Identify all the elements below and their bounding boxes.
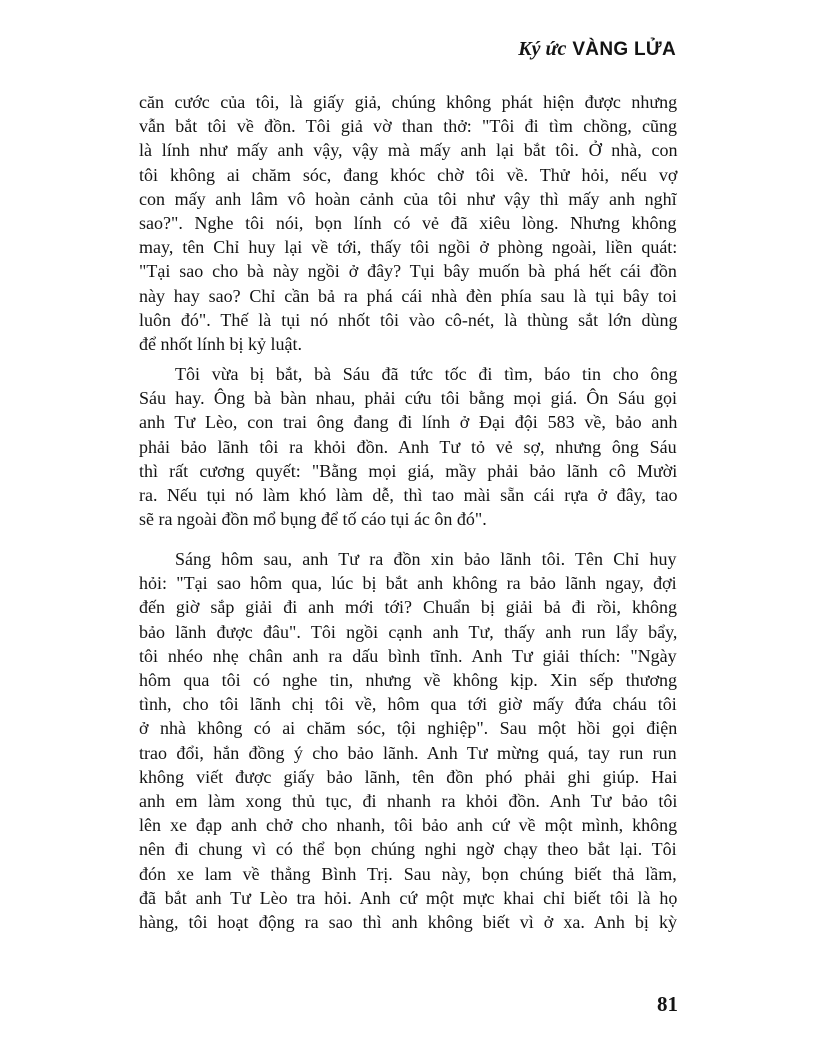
header-title-bold: VÀNG LỬA [572, 39, 676, 60]
text-line: sao?". Nghe tôi nói, bọn lính có vẻ đã xiêu lòng. Nhưng không [139, 213, 677, 234]
text-line: thì rất cương quyết: "Bằng mọi giá, mầy phải bảo lãnh cô Mười [139, 460, 678, 481]
text-line: hôm qua tôi có nghe tin, nhưng về không kịp. Xin sếp thương [139, 670, 677, 691]
text-line: may, tên Chỉ huy lại về tới, thấy tôi ngồi ở phòng ngoài, liền quát: [139, 237, 678, 258]
text-line: luôn đó". Thế là tụi nó nhốt tôi vào cô-nét, là thùng sắt lớn dùng [139, 309, 678, 330]
text-line: ở nhà không có ai chăm sóc, tội nghiệp". Sau một hồi gọi điện [139, 718, 678, 739]
text-line: Sáng hôm sau, anh Tư ra đồn xin bảo lãnh tôi. Tên Chỉ huy [175, 549, 677, 569]
text-line: không viết được giấy bảo lãnh, tên đồn phó phải ghi giúp. Hai [139, 766, 678, 787]
text-line: ra. Nếu tụi nó làm khó làm dễ, thì tao mài sẵn cái rựa ở đây, tao [139, 485, 678, 506]
text-line: bảo lãnh được đâu". Tôi ngồi cạnh anh Tư, thấy anh run lẩy bẩy, [139, 621, 678, 642]
text-line: sẽ ra ngoài đồn mổ bụng để tố cáo tụi ác ôn đó". [139, 509, 487, 530]
paragraph-2 [139, 362, 677, 531]
text-line: hàng, tôi hoạt động ra sao thì anh không biết vì ở xa. Anh bị kỳ [139, 912, 677, 933]
text-line: trao đổi, hắn đồng ý cho bảo lãnh. Anh Tư mừng quá, tay run run [139, 742, 677, 763]
text-line: tôi không ai chăm sóc, đang khóc chờ tôi về. Thử hỏi, nếu vợ [139, 164, 678, 185]
text-line: để nhốt lính bị kỷ luật. [139, 334, 302, 355]
text-line: vẫn bắt tôi về đồn. Tôi giả vờ than thở: "Tôi đi tìm chồng, cũng [139, 116, 677, 137]
text-line: đến giờ sắp giải đi anh mới tới? Chuẩn bị giải bả đi rồi, không [139, 597, 677, 618]
text-line: căn cước của tôi, là giấy giả, chúng không phát hiện được nhưng [139, 92, 678, 112]
text-line: con mấy anh lâm vô hoàn cảnh của tôi như vậy thì mấy anh nghĩ [139, 188, 677, 209]
running-header [518, 38, 676, 61]
paragraph-1 [139, 90, 677, 356]
text-line: là lính như mấy anh vậy, vậy mà mấy anh lại bắt tôi. Ở nhà, con [139, 140, 678, 161]
text-line: Sáu hay. Ông bà bàn nhau, phải cứu tôi bằng mọi giá. Ôn Sáu gọi [139, 388, 678, 409]
text-line: Tôi vừa bị bắt, bà Sáu đã tức tốc đi tìm, báo tin cho ông [175, 364, 678, 384]
text-line: phải bảo lãnh tôi ra khỏi đồn. Anh Tư tỏ vẻ sợ, nhưng ông Sáu [139, 436, 677, 457]
text-line: tôi nhéo nhẹ chân anh ra dấu bình tĩnh. Anh Tư giải thích: "Ngày [139, 645, 677, 666]
text-line: anh em làm xong thủ tục, đi nhanh ra khỏi đồn. Anh Tư bảo tôi [139, 791, 678, 812]
text-line: này hay sao? Chỉ cần bả ra phá cái nhà đèn phía sau là tụi bây toi [139, 285, 677, 306]
text-line: tình, cho tôi lãnh chị tôi về, hôm qua tới giờ mấy đứa cháu tôi [139, 694, 677, 715]
text-line: hỏi: "Tại sao hôm qua, lúc bị bắt anh không ra bảo lãnh ngay, đợi [139, 573, 677, 594]
text-line: nên đi chung vì có thể bọn chúng nghi ngờ chạy theo bắt lại. Tôi [139, 839, 677, 860]
text-line: anh Tư Lèo, con trai ông đang đi lính ở Đại đội 583 về, bảo anh [139, 412, 678, 433]
text-line: đã bắt anh Tư Lèo tra hỏi. Anh cứ một mực khai chỉ biết tôi là họ [139, 887, 678, 908]
paragraph-3 [139, 547, 677, 934]
text-line: đón xe lam về thẳng Bình Trị. Sau này, bọn chúng biết thả lầm, [139, 863, 677, 884]
text-line: "Tại sao cho bà này ngồi ở đây? Tụi bây muốn bà phá hết cái đồn [139, 261, 677, 282]
page-number: 81 [657, 992, 678, 1016]
text-line: lên xe đạp anh chở cho nhanh, tôi bảo anh cứ về một mình, không [139, 815, 678, 836]
header-title-italic: Ký ức [518, 38, 567, 60]
